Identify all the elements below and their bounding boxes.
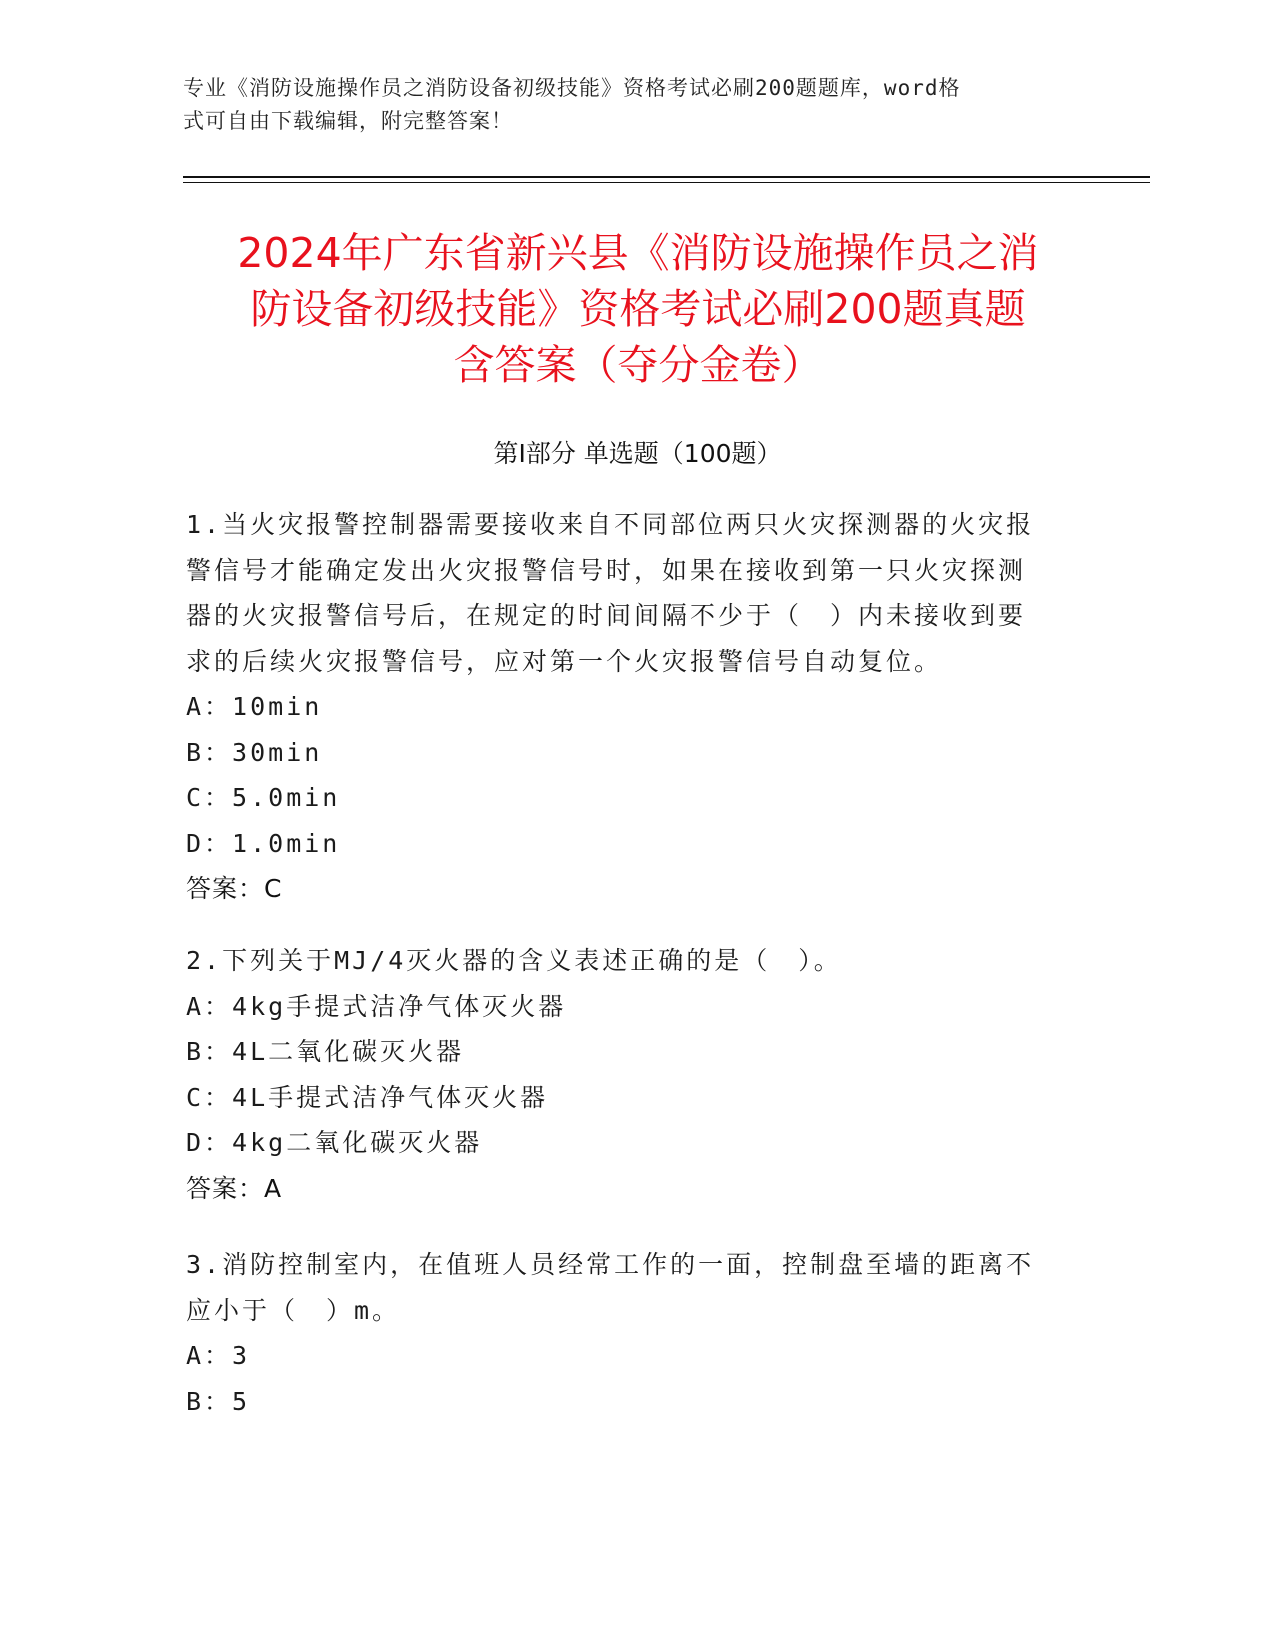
option-d: D：4kg二氧化碳灭火器 — [186, 1128, 483, 1157]
header-note — [183, 72, 1083, 138]
option-b: B：4L二氧化碳灭火器 — [186, 1037, 465, 1066]
header-divider-thick — [183, 176, 1150, 178]
option-d: D：1.0min — [186, 828, 341, 858]
option-a: A：3 — [186, 1341, 251, 1370]
header-divider-thin — [183, 182, 1150, 183]
header-note-line: 式可自由下载编辑，附完整答案！ — [183, 109, 513, 133]
answer: 答案：A — [186, 1173, 283, 1203]
option-b: B：5 — [186, 1386, 251, 1416]
title-line: 2024年广东省新兴县《消防设施操作员之消 — [237, 229, 1039, 277]
question-stem-line: 警信号才能确定发出火灾报警信号时，如果在接收到第一只火灾探测 — [186, 555, 1027, 585]
question-1 — [186, 502, 1066, 912]
question-stem-line: 3.消防控制室内，在值班人员经常工作的一面，控制盘至墙的距离不 — [186, 1250, 1035, 1279]
option-b: B：30min — [186, 737, 323, 767]
header-note-line: 专业《消防设施操作员之消防设备初级技能》资格考试必刷200题题库，word格 — [183, 76, 961, 100]
title-line: 防设备初级技能》资格考试必刷200题真题 — [250, 285, 1026, 333]
question-stem-line: 2.下列关于MJ/4灭火器的含义表述正确的是（ ）。 — [186, 946, 842, 975]
question-stem-line: 1.当火灾报警控制器需要接收来自不同部位两只火灾探测器的火灾报 — [186, 510, 1035, 539]
section-heading: 第Ⅰ部分 单选题（100题） — [493, 439, 782, 468]
option-a: A：4kg手提式洁净气体灭火器 — [186, 991, 567, 1021]
option-c: C：5.0min — [186, 783, 341, 812]
answer: 答案：C — [186, 874, 283, 903]
question-stem-line: 应小于（ ）m。 — [186, 1295, 401, 1325]
option-a: A：10min — [186, 692, 323, 721]
title-line: 含答案（夺分金卷） — [453, 341, 823, 389]
option-c: C：4L手提式洁净气体灭火器 — [186, 1082, 549, 1112]
question-2 — [186, 938, 1066, 1211]
question-stem-line: 器的火灾报警信号后，在规定的时间间隔不少于（ ）内未接收到要 — [186, 601, 1027, 630]
question-3 — [186, 1242, 1066, 1424]
document-title — [183, 225, 1093, 393]
question-stem-line: 求的后续火灾报警信号，应对第一个火灾报警信号自动复位。 — [186, 646, 943, 676]
